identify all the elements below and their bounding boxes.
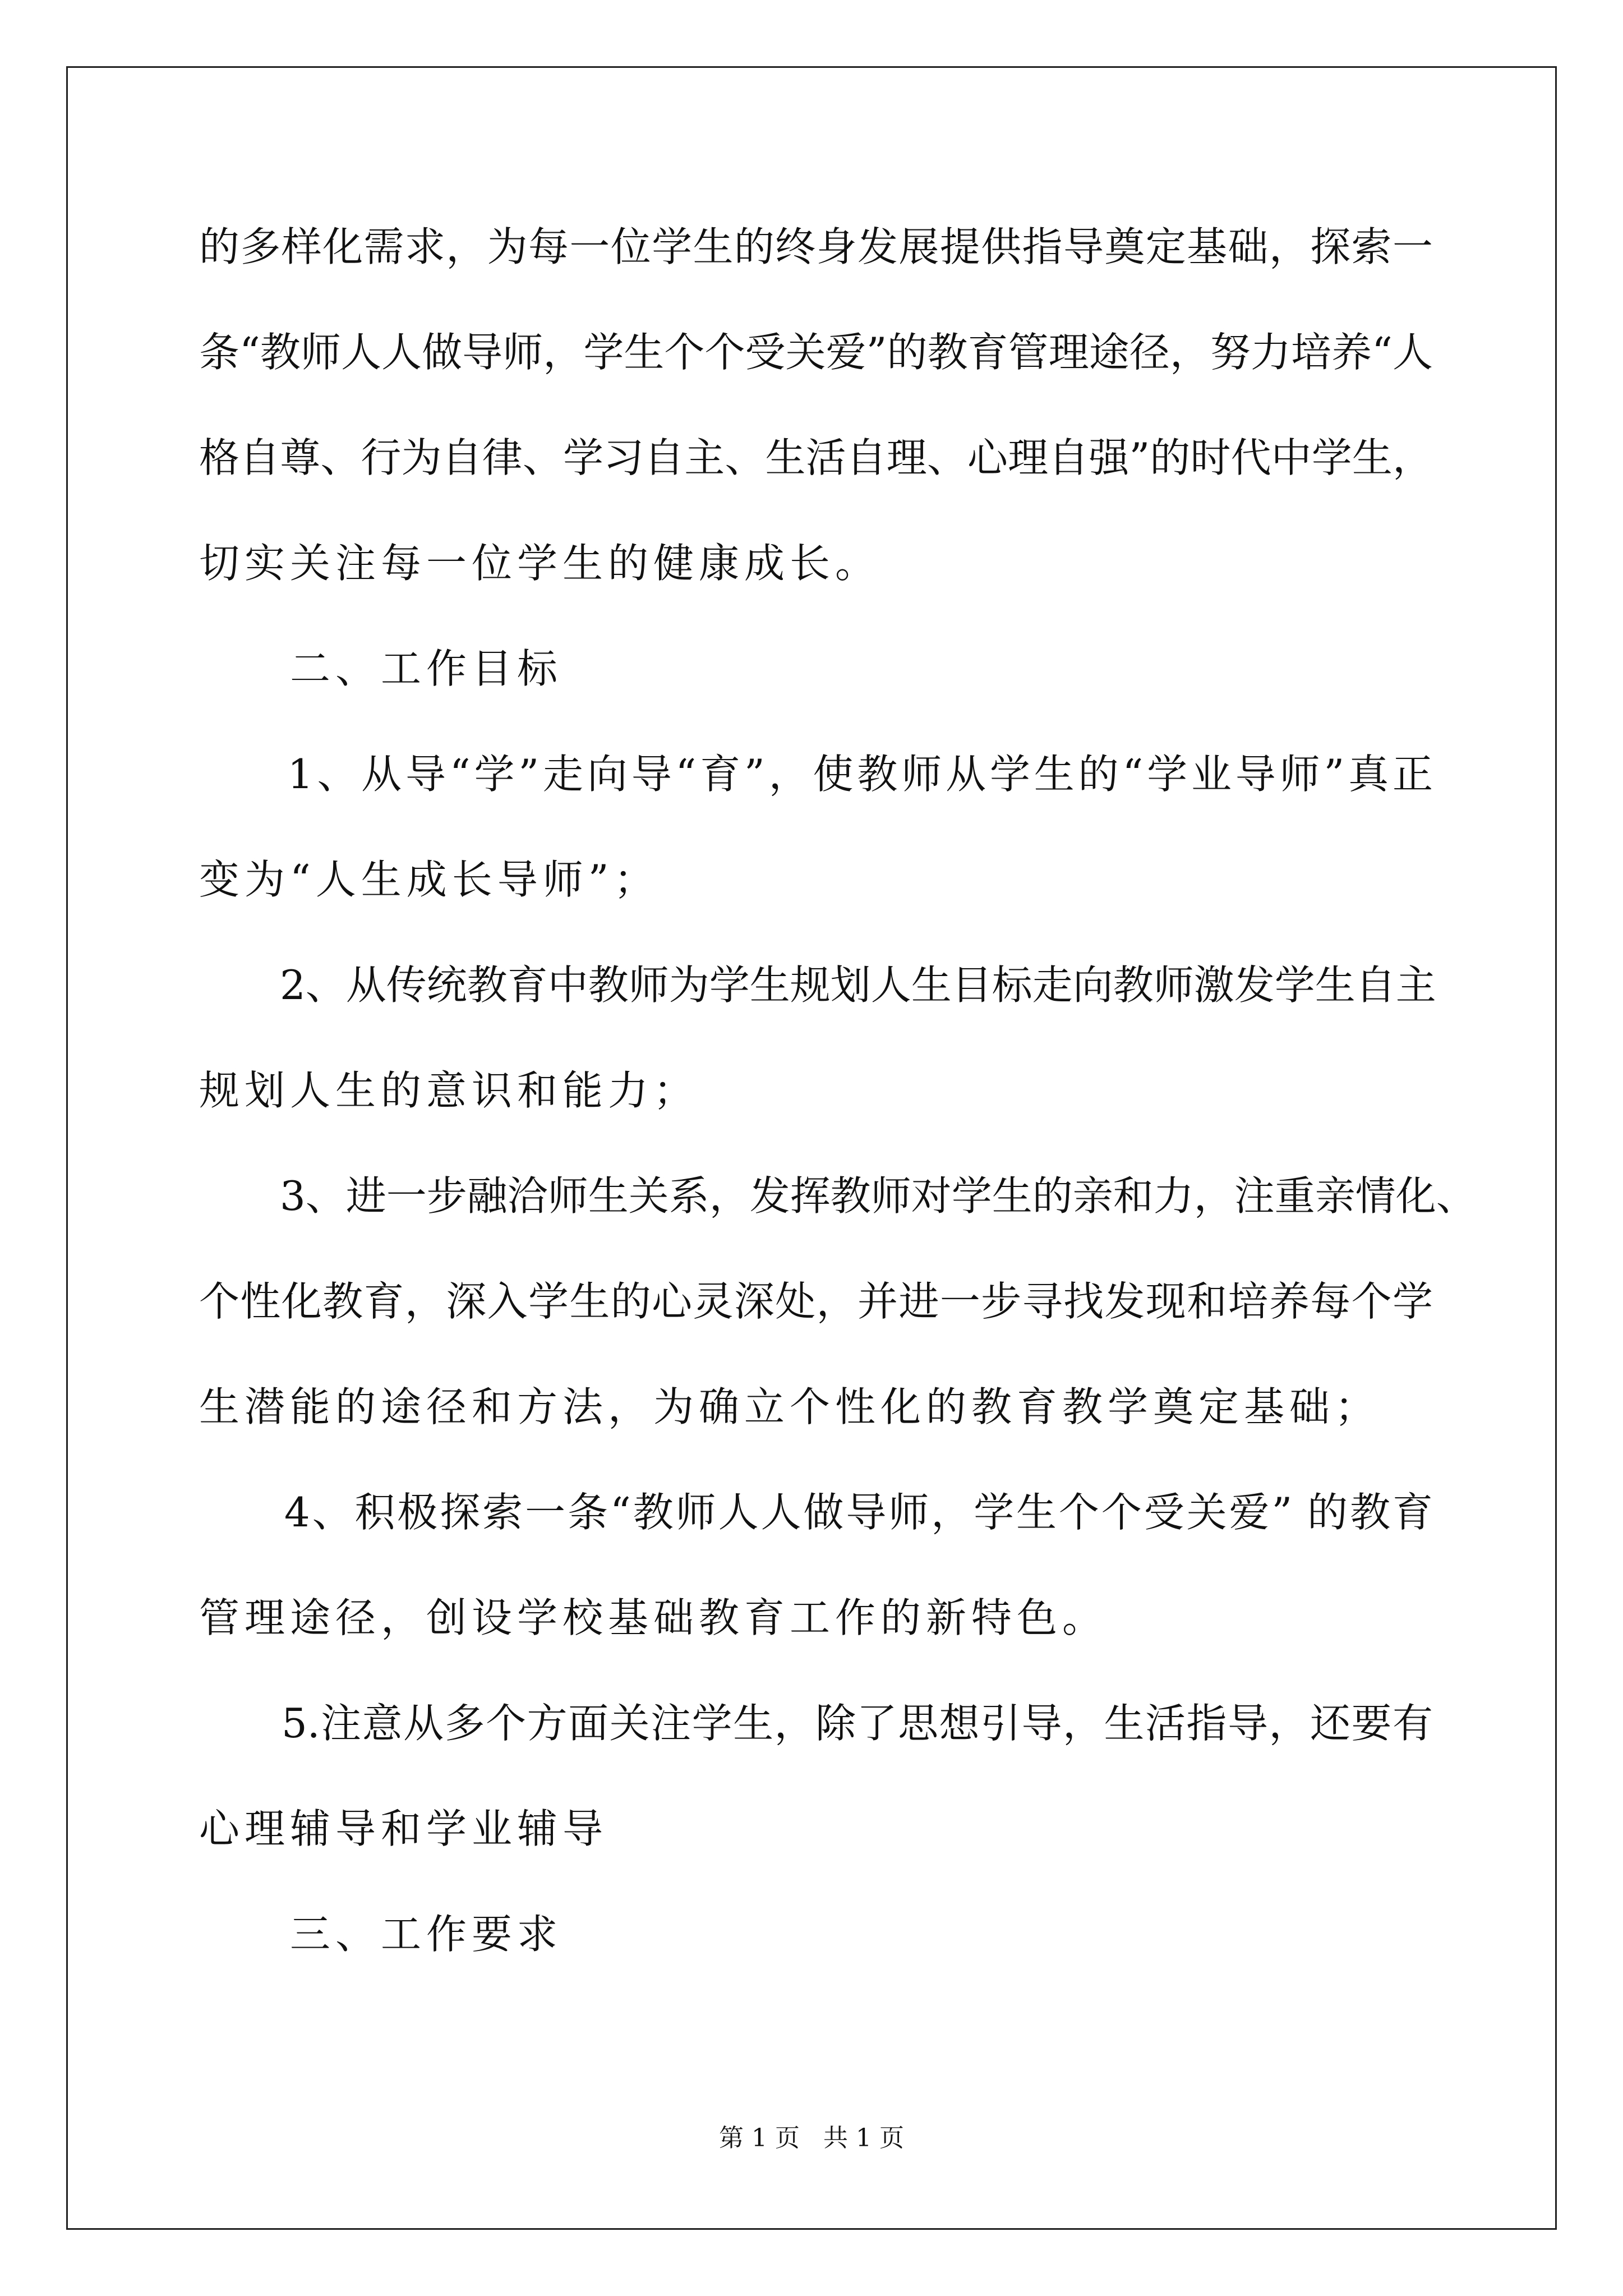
text-line-15: 5.注意从多个方面关注学生，除了思想引导，生活指导，还要有	[199, 1700, 1433, 1747]
text-line-7: 变为“人生成长导师”；	[199, 856, 660, 903]
text-line-6: 1、从导“学”走向导“育”，使教师从学生的“学业导师”真正	[199, 751, 1433, 798]
text-line-14: 管理途径，创设学校基础教育工作的新特色。	[199, 1594, 1108, 1641]
text-line-4: 切实关注每一位学生的健康成长。	[199, 540, 881, 587]
text-line-1: 的多样化需求，为每一位学生的终身发展提供指导奠定基础，探索一	[199, 223, 1433, 270]
text-line-10: 3、进一步融洽师生关系，发挥教师对学生的亲和力，注重亲情化、	[199, 1172, 1477, 1220]
page-number-footer: 第 1 页 共 1 页	[719, 2124, 904, 2152]
text-line-12: 生潜能的途径和方法，为确立个性化的教育教学奠定基础；	[199, 1383, 1381, 1430]
text-line-3: 格自尊、行为自律、学习自主、生活自理、心理自强”的时代中学生，	[199, 434, 1433, 481]
text-line-13: 4、积极探索一条“教师人人做导师，学生个个受关爱” 的教育	[199, 1489, 1433, 1536]
text-line-11: 个性化教育，深入学生的心灵深处，并进一步寻找发现和培养每个学	[199, 1278, 1433, 1325]
section-heading-3: 三、工作要求	[199, 1911, 563, 1958]
text-line-9: 规划人生的意识和能力；	[199, 1067, 699, 1114]
page-border	[66, 66, 1557, 2230]
text-line-2: 条“教师人人做导师，学生个个受关爱”的教育管理途径，努力培养“人	[199, 329, 1433, 376]
text-line-8: 2、从传统教育中教师为学生规划人生目标走向教师激发学生自主	[199, 961, 1436, 1009]
text-line-16: 心理辅导和学业辅导	[199, 1805, 608, 1852]
section-heading-2: 二、工作目标	[199, 645, 563, 692]
